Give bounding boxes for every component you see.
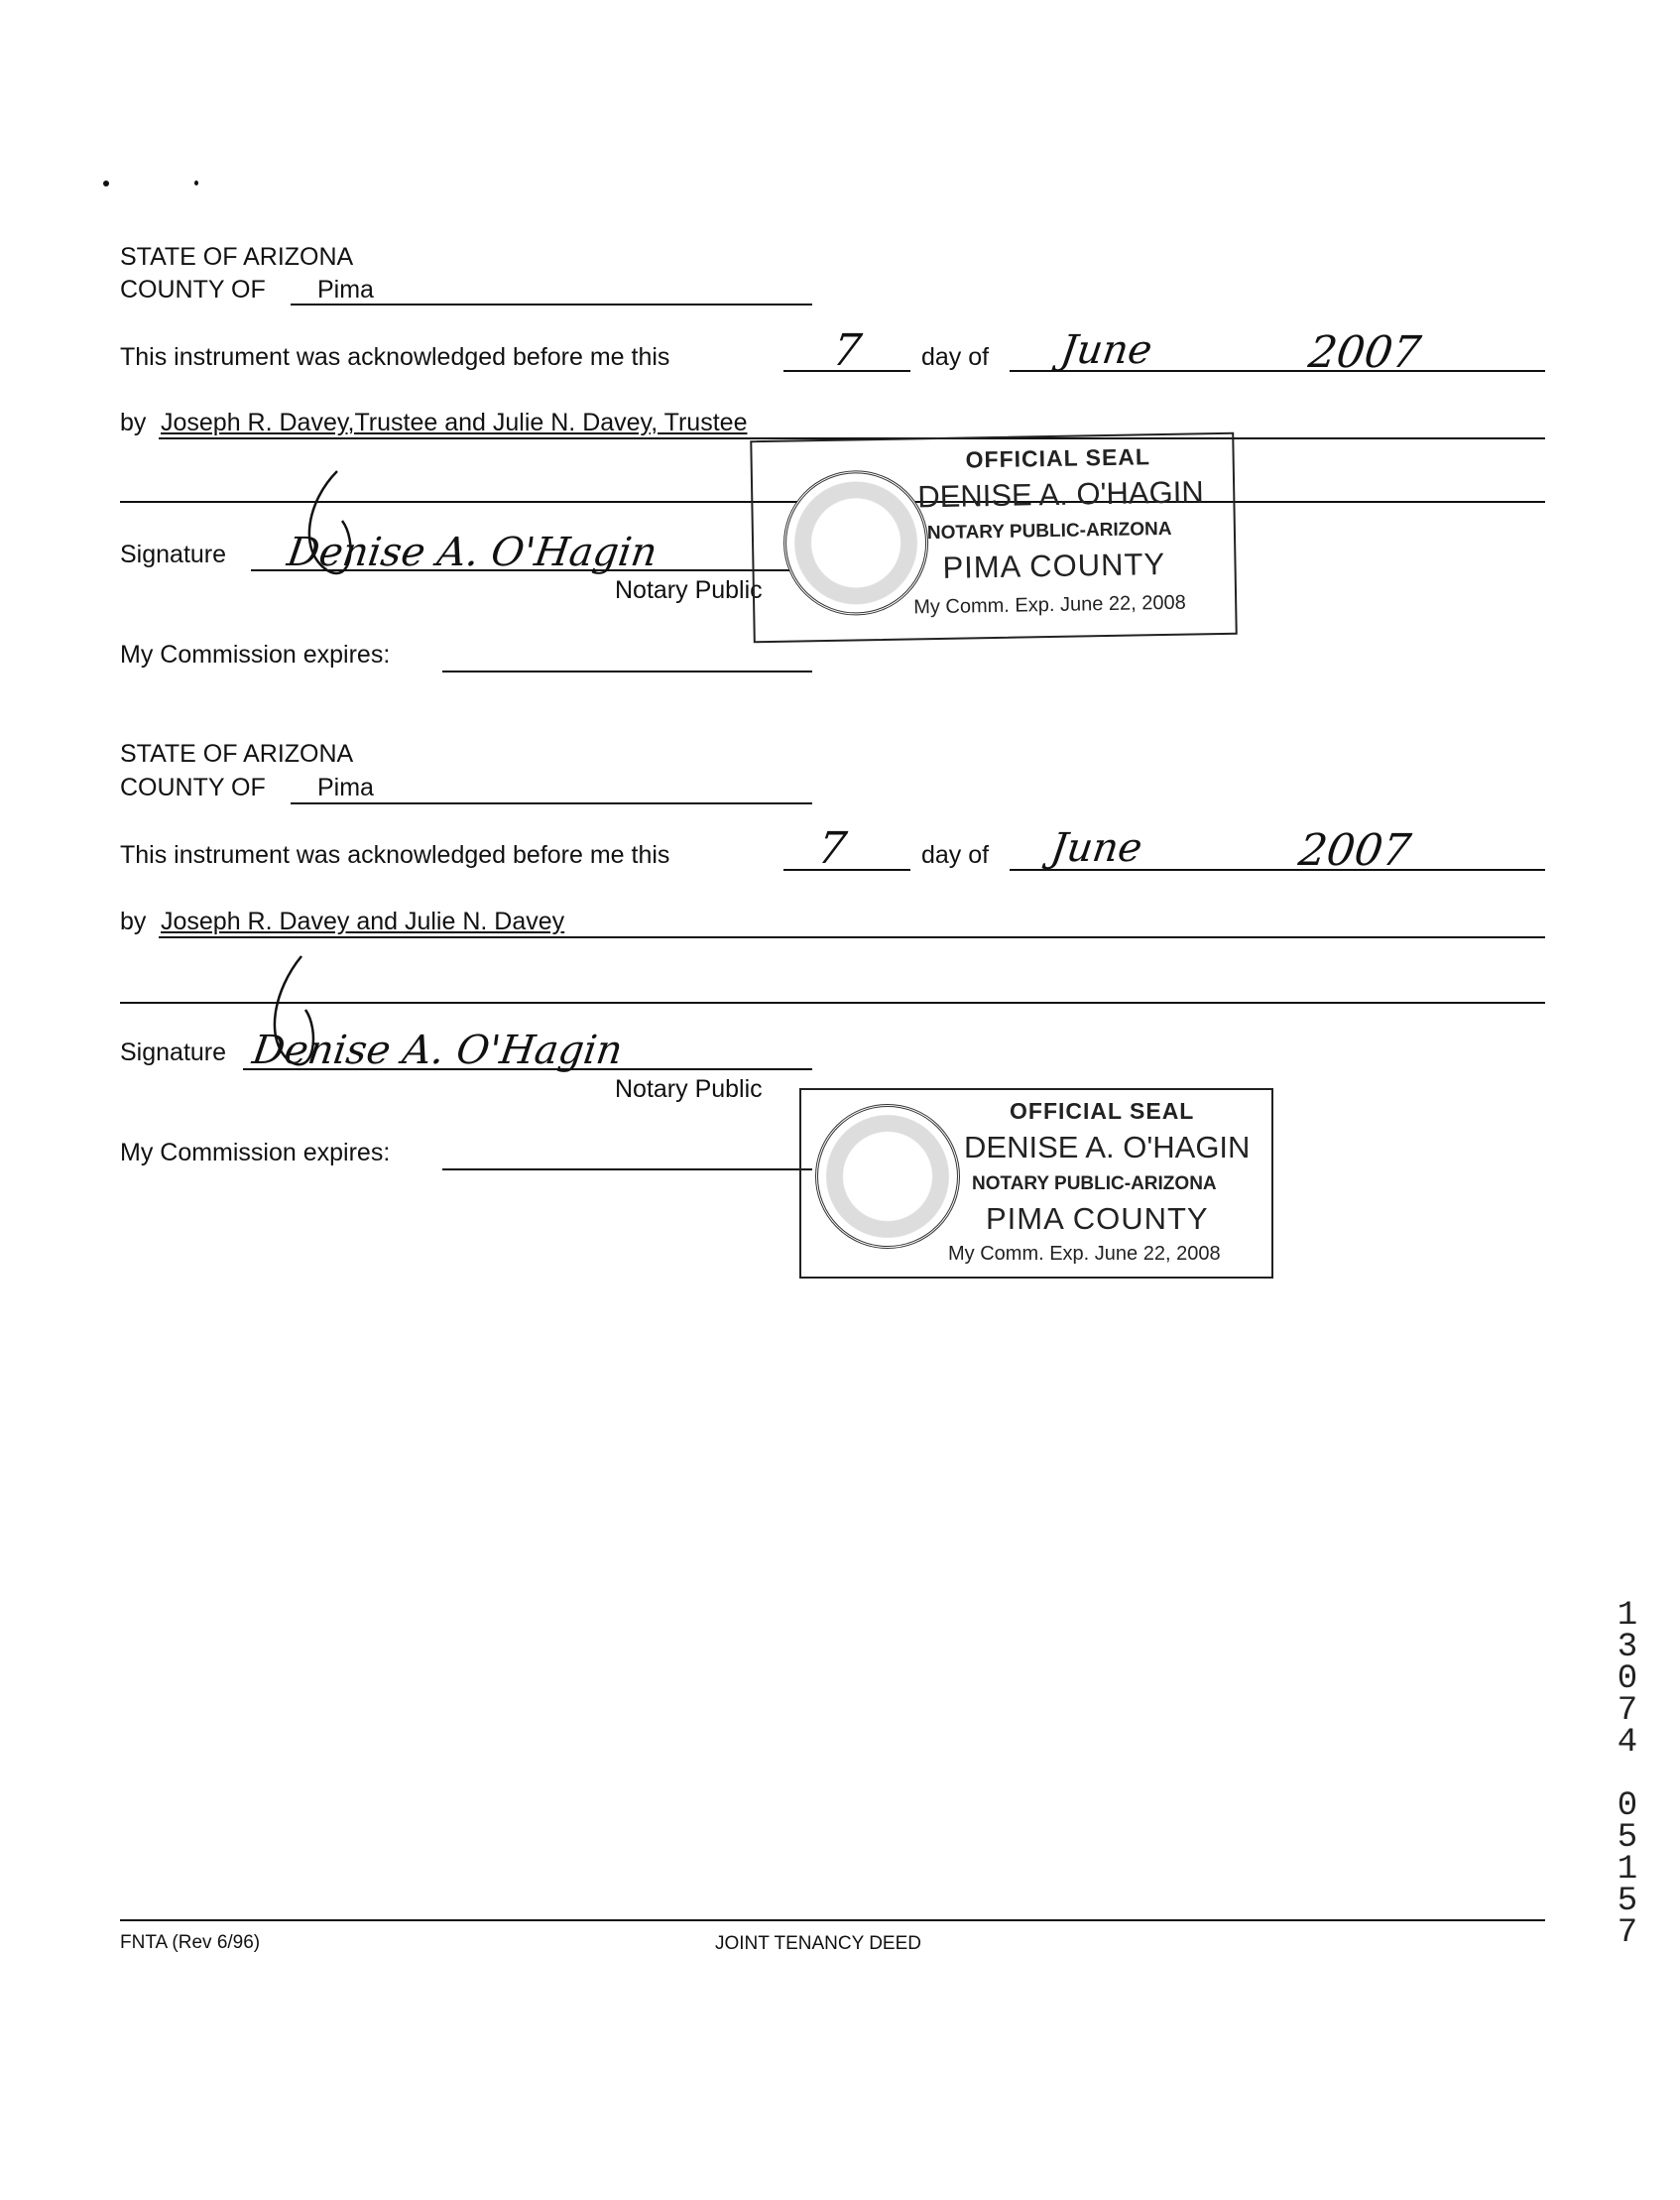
signature-value: Denise A. O'Hagin (284, 530, 660, 575)
seal-expiration: My Comm. Exp. June 22, 2008 (913, 591, 1186, 619)
seal-notary-state: NOTARY PUBLIC-ARIZONA (926, 518, 1172, 545)
date-line (1010, 370, 1545, 372)
scan-speck (103, 181, 109, 186)
county-value: Pima (317, 774, 374, 801)
acknowledgment-text: This instrument was acknowledged before me this (120, 343, 670, 371)
year-value: 2007 (1295, 825, 1414, 876)
acknowledgment-text: This instrument was acknowledged before me this (120, 841, 670, 869)
seal-notary-state: NOTARY PUBLIC-ARIZONA (972, 1173, 1217, 1194)
county-line (291, 304, 812, 306)
recording-number: 13074 05157 (1609, 1597, 1646, 1946)
commission-line (442, 671, 812, 672)
signature-value: Denise A. O'Hagin (249, 1028, 626, 1073)
by-value: Joseph R. Davey,Trustee and Julie N. Davey, Trustee (161, 409, 748, 436)
seal-title: OFFICIAL SEAL (965, 443, 1151, 473)
day-value: 7 (814, 823, 850, 874)
signature-label: Signature (120, 1039, 227, 1066)
notary-label: Notary Public (615, 1075, 763, 1103)
day-value: 7 (829, 325, 865, 376)
day-of-label: day of (921, 841, 990, 869)
county-label: COUNTY OF (120, 774, 266, 801)
seal-title: OFFICIAL SEAL (1010, 1098, 1195, 1124)
official-seal-stamp (799, 1088, 1273, 1279)
state-label: STATE OF ARIZONA (120, 243, 354, 271)
by-value: Joseph R. Davey and Julie N. Davey (161, 908, 565, 935)
month-value: June (1057, 327, 1155, 373)
date-line (1010, 869, 1545, 871)
commission-line (442, 1168, 812, 1170)
scan-speck (194, 181, 198, 185)
commission-label: My Commission expires: (120, 1139, 391, 1166)
seal-notary-name: DENISE A. O'HAGIN (964, 1130, 1251, 1164)
state-seal-emblem (815, 1104, 960, 1249)
signature-line (243, 1068, 812, 1070)
by-line (159, 936, 1545, 938)
signature-label: Signature (120, 541, 227, 568)
signature-stroke (298, 461, 436, 600)
day-line (783, 370, 910, 372)
county-label: COUNTY OF (120, 276, 266, 304)
state-seal-emblem (782, 469, 930, 617)
seal-notary-name: DENISE A. O'HAGIN (916, 474, 1204, 515)
day-of-label: day of (921, 343, 990, 371)
footer-document-title: JOINT TENANCY DEED (715, 1933, 921, 1954)
footer-rule (120, 1919, 1545, 1921)
month-value: June (1047, 825, 1145, 871)
notary-label: Notary Public (615, 576, 763, 604)
seal-county: PIMA COUNTY (942, 546, 1166, 585)
by-label: by (120, 409, 147, 436)
state-label: STATE OF ARIZONA (120, 740, 354, 768)
seal-expiration: My Comm. Exp. June 22, 2008 (948, 1243, 1221, 1265)
by-label: by (120, 908, 147, 935)
county-line (291, 802, 812, 804)
seal-county: PIMA COUNTY (986, 1201, 1209, 1236)
county-value: Pima (317, 276, 374, 304)
year-value: 2007 (1305, 327, 1424, 378)
footer-form-code: FNTA (Rev 6/96) (120, 1932, 261, 1953)
commission-label: My Commission expires: (120, 641, 391, 669)
official-seal-stamp (750, 432, 1237, 643)
signature-line (251, 569, 812, 571)
day-line (783, 869, 910, 871)
